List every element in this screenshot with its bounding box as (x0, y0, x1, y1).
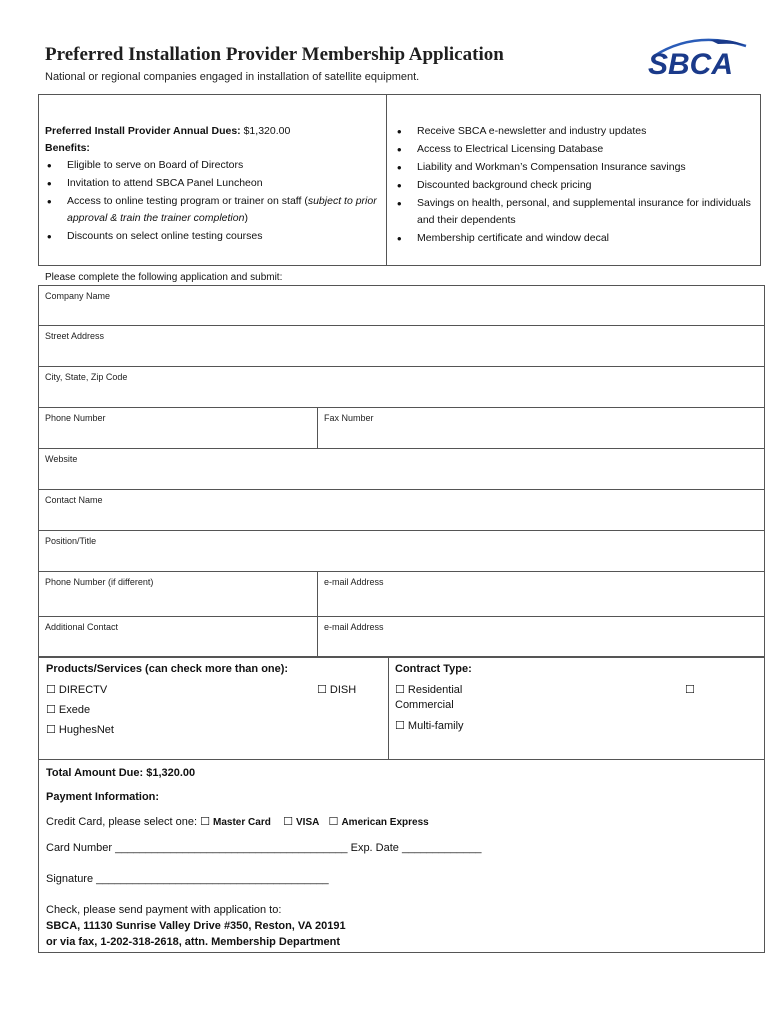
benefits-label: Benefits: (45, 142, 90, 154)
amex-checkbox[interactable]: ☐ (328, 816, 339, 828)
phone-label: Phone Number (45, 413, 106, 423)
phone-alt-label: Phone Number (if different) (45, 577, 154, 587)
dish-checkbox[interactable]: ☐ DISH (317, 684, 357, 696)
credit-card-select-row (46, 815, 429, 828)
email-label: e-mail Address (324, 577, 384, 587)
signature-line[interactable]: Signature ______________________________________ (46, 873, 329, 885)
residential-checkbox[interactable]: ☐ Residential (395, 684, 463, 696)
benefits-box (38, 94, 761, 266)
phone-field[interactable] (39, 408, 317, 448)
contact-name-field[interactable] (39, 490, 764, 531)
phone-alt-field[interactable] (39, 572, 317, 616)
benefit-item: • Receive SBCA e-newsletter and industry updates (395, 123, 757, 140)
contact-name-label: Contact Name (45, 495, 103, 505)
position-field[interactable] (39, 531, 764, 572)
additional-email-field[interactable] (317, 617, 764, 657)
city-state-zip-label: City, State, Zip Code (45, 372, 128, 382)
commercial-label: Commercial (395, 699, 454, 711)
dues-label: Preferred Install Provider Annual Dues: (45, 125, 241, 137)
contract-type-heading: Contract Type: (395, 663, 472, 675)
benefit-item: • Discounted background check pricing (395, 177, 757, 194)
street-address-label: Street Address (45, 331, 105, 341)
benefit-item: • Discounts on select online testing courses (45, 228, 380, 245)
benefit-item-close: ) (244, 212, 248, 224)
card-number-line[interactable]: Card Number ______________________________________ Exp. Date _____________ (46, 842, 482, 854)
page-subtitle: National or regional companies engaged in installation of satellite equipment. (45, 71, 420, 83)
hughesnet-checkbox[interactable]: ☐ HughesNet (46, 724, 114, 736)
benefit-item: • Membership certificate and window decal (395, 230, 757, 247)
products-section (38, 656, 765, 760)
position-label: Position/Title (45, 536, 97, 546)
credit-card-prefix[interactable]: Credit Card, please select one: ☐ (46, 816, 210, 828)
annual-dues (45, 123, 380, 140)
products-heading: Products/Services (can check more than one): (46, 663, 289, 675)
application-form (38, 285, 765, 658)
payment-section (38, 760, 765, 953)
check-instruction: Check, please send payment with application to: (46, 904, 282, 916)
benefits-divider (386, 95, 387, 265)
commercial-checkbox[interactable]: ☐ (685, 684, 695, 696)
benefit-item: • Eligible to serve on Board of Directors (45, 157, 380, 174)
street-address-field[interactable] (39, 326, 764, 367)
website-label: Website (45, 454, 78, 464)
additional-contact-field[interactable] (39, 617, 317, 657)
additional-contact-label: Additional Contact (45, 622, 119, 632)
sbca-logo (640, 34, 750, 82)
fax-field[interactable] (317, 408, 764, 448)
form-instruction: Please complete the following application and submit: (45, 272, 283, 283)
dues-value: $1,320.00 (243, 125, 291, 137)
products-divider (388, 657, 389, 759)
benefits-list-left (45, 157, 380, 245)
benefits-left-column (45, 123, 380, 246)
directv-checkbox[interactable]: ☐ DIRECTV (46, 684, 108, 696)
benefits-right-column (395, 123, 757, 248)
mailing-address: SBCA, 11130 Sunrise Valley Drive #350, Reston, VA 20191 (46, 920, 346, 932)
benefit-item-testing (45, 193, 380, 227)
logo-text: SBCA (648, 48, 734, 81)
benefit-item: • Savings on health, personal, and supplemental insurance for individuals and their dependents (395, 195, 757, 229)
payment-info-label: Payment Information: (46, 791, 160, 803)
company-name-field[interactable] (39, 286, 764, 326)
website-field[interactable] (39, 449, 764, 490)
benefit-item: • Liability and Workman’s Compensation Insurance savings (395, 159, 757, 176)
visa-option[interactable]: VISA (296, 817, 320, 828)
additional-contact-row (39, 617, 764, 657)
multifamily-checkbox[interactable]: ☐ Multi-family (395, 720, 464, 732)
benefit-item: • Invitation to attend SBCA Panel Luncheon (45, 175, 380, 192)
fax-label: Fax Number (324, 413, 374, 423)
email-field[interactable] (317, 572, 764, 616)
benefit-item-text: Access to online testing program or trainer on staff ( (67, 195, 308, 207)
visa-checkbox[interactable]: ☐ (283, 816, 293, 828)
mastercard-option[interactable]: Master Card (213, 817, 271, 828)
exede-checkbox[interactable]: ☐ Exede (46, 704, 91, 716)
fax-instruction: or via fax, 1-202-318-2618, attn. Membership Department (46, 936, 341, 948)
page-title: Preferred Installation Provider Membership Application (45, 44, 504, 65)
benefit-item: • Access to Electrical Licensing Database (395, 141, 757, 158)
total-amount: Total Amount Due: $1,320.00 (46, 767, 196, 779)
phone-fax-row (39, 408, 764, 449)
phone-alt-email-row (39, 572, 764, 617)
amex-option[interactable]: American Express (341, 817, 429, 828)
benefits-list-right (395, 123, 757, 247)
benefit-item-italic: subject to prior approval & train the trainer completion (67, 195, 377, 224)
city-state-zip-field[interactable] (39, 367, 764, 408)
additional-email-label: e-mail Address (324, 622, 384, 632)
company-name-label: Company Name (45, 291, 111, 301)
